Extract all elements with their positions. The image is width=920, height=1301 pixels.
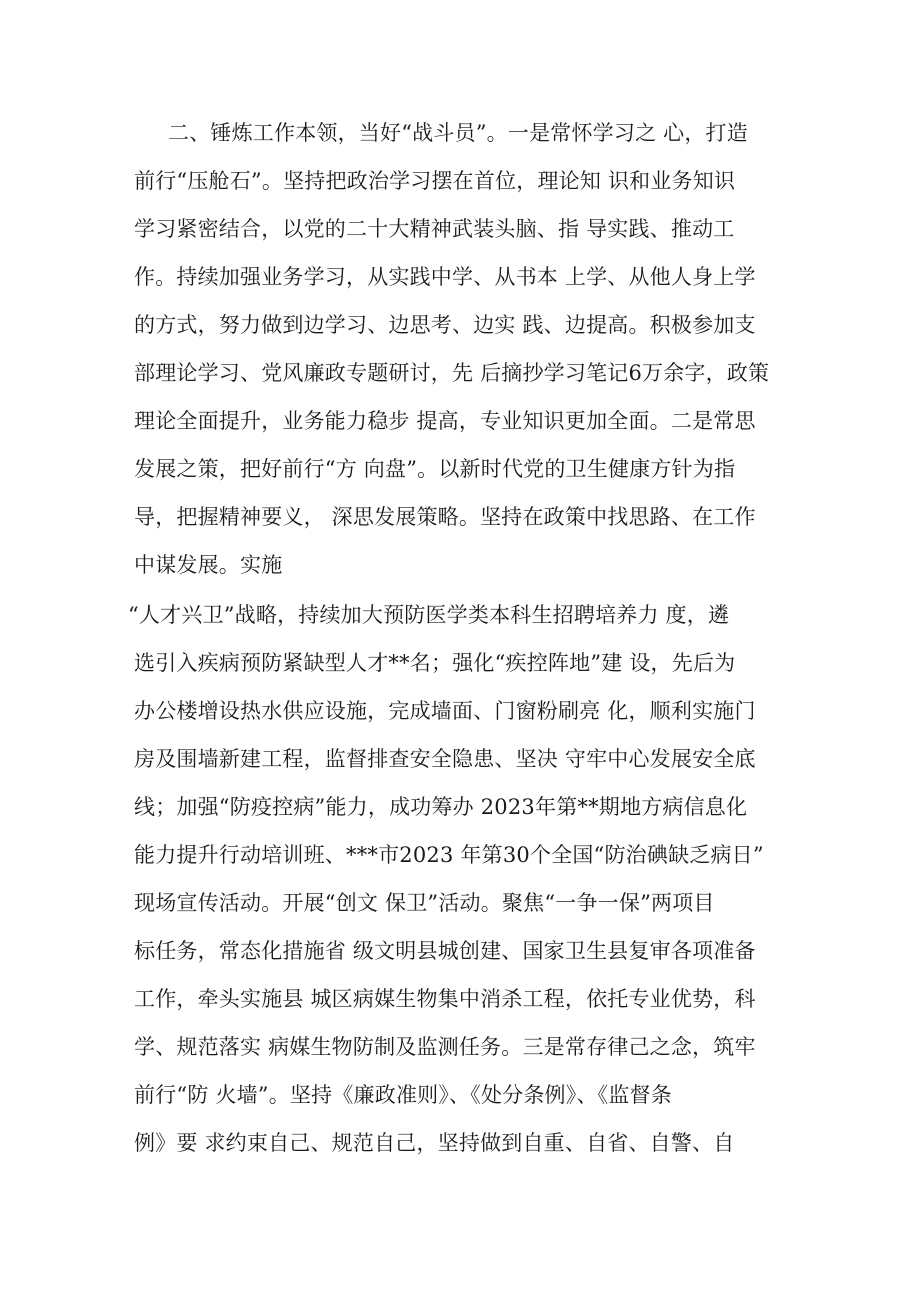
text-line-1: 二、锤炼工作本领，当好“战斗员”。一是常怀学习之 心，打造 [168,121,748,145]
text-line-18: 标任务，常态化措施省 级文明县城创建、国家卫生县复审各项准备 [134,939,756,963]
text-line-6: 部理论学习、党风廉政专题研讨，先 后摘抄学习笔记6万余字，政策 [134,361,770,385]
text-line-22: 例》要 求约束自己、规范自己，坚持做到自重、自省、自警、自 [134,1131,735,1155]
text-line-21: 前行“防 火墙”。坚持《廉政准则》、《处分条例》、《监督条 [134,1083,672,1107]
text-line-3: 学习紧密结合，以党的二十大精神武装头脑、指 导实践、推动工 [134,217,735,241]
text-line-4: 作。持续加强业务学习，从实践中学、从书本 上学、从他人身上学 [134,265,756,289]
text-line-2: 前行“压舱石”。坚持把政治学习摆在首位，理论知 识和业务知识 [134,169,736,193]
text-line-15: 线；加强“防疫控病”能力，成功筹办 2023年第**期地方病信息化 [134,795,748,819]
text-line-5: 的方式，努力做到边学习、边思考、边实 践、边提高。积极参加支 [134,313,756,337]
text-line-10: 中谋发展。实施 [134,553,283,577]
text-line-19: 工作，牵头实施县 城区病媒生物集中消杀工程，依托专业优势，科 [134,987,756,1011]
text-line-13: 办公楼增设热水供应设施，完成墙面、门窗粉刷亮 化，顺利实施门 [134,699,756,723]
text-line-9: 导，把握精神要义， 深思发展策略。坚持在政策中找思路、在工作 [134,505,756,529]
text-line-16: 能力提升行动培训班、***市2023 年第30个全国“防治碘缺乏病日” [134,843,764,867]
text-line-7: 理论全面提升，业务能力稳步 提高，专业知识更加全面。二是常思 [134,409,756,433]
text-line-12: 选引入疾病预防紧缺型人才**名；强化“疾控阵地”建 设，先后为 [134,651,736,675]
text-line-11: “人才兴卫”战略，持续加大预防医学类本科生招聘培养力 度，遴 [128,603,730,627]
text-line-8: 发展之策，把好前行“方 向盘”。以新时代党的卫生健康方针为指 [134,457,736,481]
text-line-14: 房及围墙新建工程，监督排查安全隐患、坚决 守牢中心发展安全底 [134,747,756,771]
text-line-20: 学、规范落实 病媒生物防制及监测任务。三是常存律己之念，筑牢 [134,1035,756,1059]
text-line-17: 现场宣传活动。开展“创文 保卫”活动。聚焦“一争一保”两项目 [134,891,715,915]
